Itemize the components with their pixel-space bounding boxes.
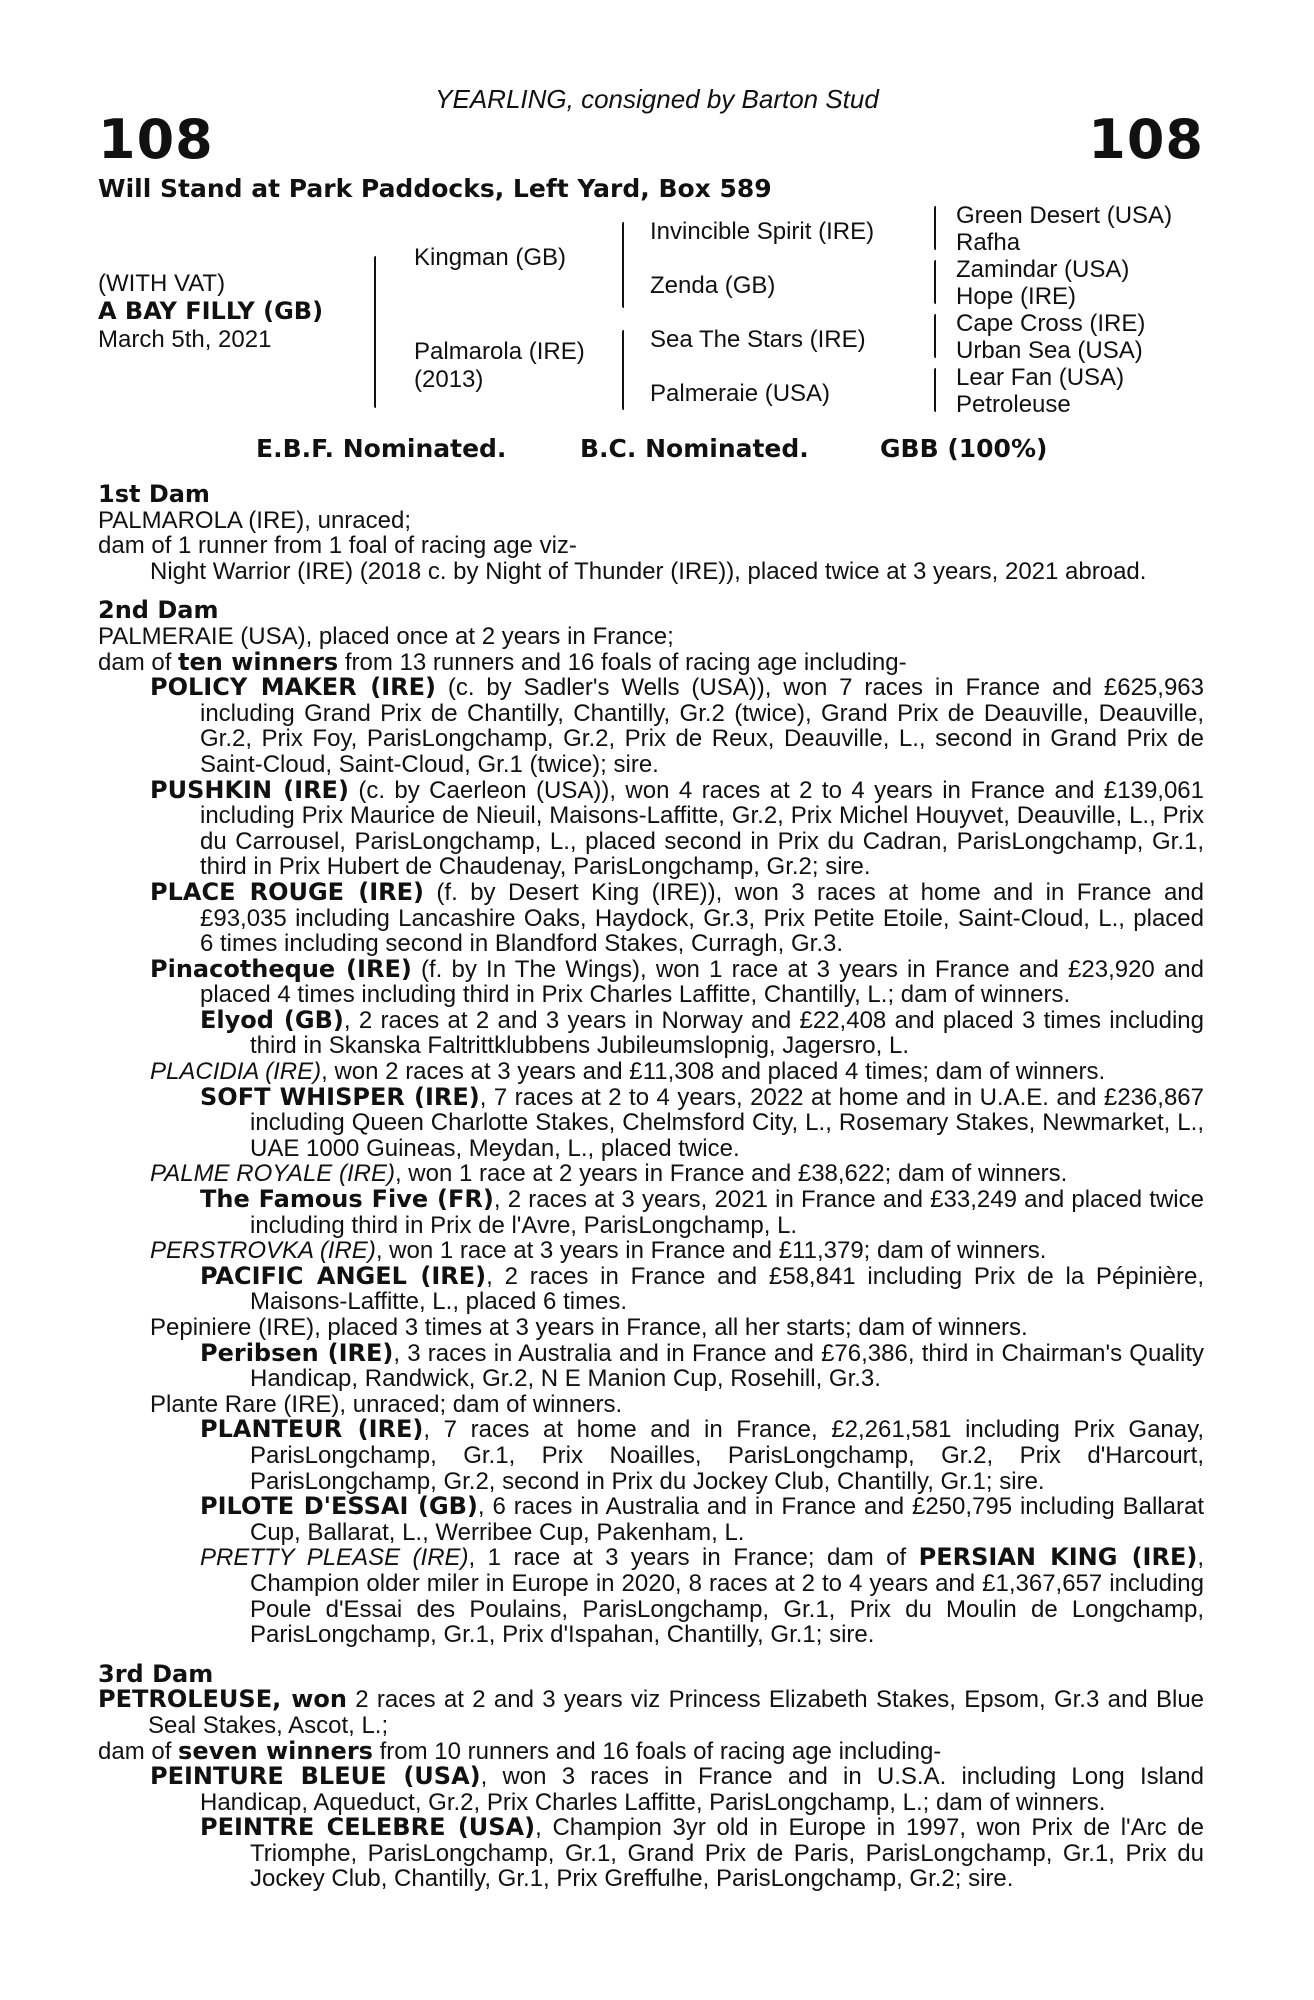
horse-name: PETROLEUSE	[98, 1685, 273, 1714]
horse-name: PLACE ROUGE (IRE)	[150, 877, 424, 906]
horse-name: Peribsen (IRE)	[200, 1338, 394, 1367]
dam-produce-summary: dam of seven winners from 10 runners and 16 foals of racing age including-	[98, 1736, 942, 1765]
produce-entry: PALME ROYALE (IRE), won 1 race at 2 years in France and £38,622; dam of winners.	[150, 1160, 1068, 1188]
produce-entry: POLICY MAKER (IRE) (c. by Sadler's Wells (USA)), won 7 races in France and £625,963 including Grand Prix de Chantilly, Chantilly, Gr.2 (twice), Grand Prix de Deauville, Deauville, Gr.2, Prix Foy, ParisLongchamp, Gr.2, Prix de Reux, Deauville, L., second in Grand Prix de Saint-Cloud, Saint-Cloud, Gr.1 (twice); sire.	[150, 673, 1204, 778]
produce-entry: PRETTY PLEASE (IRE), 1 race at 3 years in France; dam of PERSIAN KING (IRE), Champion older miler in Europe in 2020, 8 races at 2 to 4 years and £1,367,657 including Poule d'Essai des Poulains, ParisLongchamp, Gr.1, Prix du Moulin de Longchamp, ParisLongchamp, Gr.1, Prix d'Ispahan, Chantilly, Gr.1; sire.	[200, 1543, 1204, 1649]
family-details	[98, 482, 1204, 1892]
section-heading: 2nd Dam	[98, 596, 219, 625]
gbb-rating: GBB (100%)	[880, 434, 1048, 463]
pedigree-table	[98, 202, 1218, 418]
produce-entry: The Famous Five (FR), 2 races at 3 years, 2021 in France and £33,249 and placed twice including third in Prix de l'Avre, ParisLongchamp, L.	[200, 1185, 1204, 1239]
section-heading: 3rd Dam	[98, 1659, 214, 1688]
horse-name: PLANTEUR (IRE)	[200, 1415, 424, 1444]
horse-name: PALME ROYALE (IRE)	[150, 1160, 395, 1188]
bc-nomination: B.C. Nominated.	[580, 434, 809, 463]
produce-entry: PLACIDIA (IRE), won 2 races at 3 years and £11,308 and placed 4 times; dam of winners.	[150, 1058, 1106, 1086]
dam-year: (2013)	[414, 366, 484, 393]
dam-produce-summary: dam of 1 runner from 1 foal of racing age viz-	[98, 532, 577, 560]
produce-entry: PACIFIC ANGEL (IRE), 2 races in France and £58,841 including Prix de la Pépinière, Maisons-Laffitte, L., placed 6 times.	[200, 1261, 1205, 1316]
sire: Kingman (GB)	[414, 244, 567, 271]
dam-line: PALMERAIE (USA), placed once at 2 years in France;	[98, 622, 674, 650]
horse-name: PEINTURE BLEUE (USA)	[150, 1762, 481, 1791]
ebf-nomination: E.B.F. Nominated.	[256, 434, 507, 463]
horse-name: PERSIAN KING (IRE)	[918, 1543, 1198, 1572]
section-heading: 1st Dam	[98, 480, 210, 508]
horse-name: PILOTE D'ESSAI (GB)	[200, 1492, 478, 1521]
produce-entry: PEINTURE BLEUE (USA), won 3 races in France and in U.S.A. including Long Island Handicap, Aqueduct, Gr.2, Prix Charles Laffitte, ParisLongchamp, L.; dam of winners.	[150, 1762, 1204, 1816]
pedigree-brace	[622, 222, 624, 308]
produce-entry: PILOTE D'ESSAI (GB), 6 races in Australia and in France and £250,795 including Ballarat Cup, Ballarat, L., Werribee Cup, Pakenham, L.	[200, 1492, 1204, 1546]
horse-name: PACIFIC ANGEL (IRE)	[200, 1261, 487, 1290]
horse-name: PUSHKIN (IRE)	[150, 775, 349, 804]
produce-entry: Pinacotheque (IRE) (f. by In The Wings), won 1 race at 3 years in France and £23,920 and placed 4 times including third in Prix Charles Laffitte, Chantilly, L.; dam of winners.	[150, 954, 1205, 1009]
horse-name: PEINTRE CELEBRE (USA)	[200, 1813, 536, 1842]
horse-name: PERSTROVKA (IRE)	[150, 1237, 376, 1265]
dam-line: PETROLEUSE, won 2 races at 2 and 3 years viz Princess Elizabeth Stakes, Epsom, Gr.3 and Blue Seal Stakes, Ascot, L.;	[98, 1685, 1205, 1739]
ancestor: Green Desert (USA)	[956, 202, 1173, 229]
produce-entry: Pepiniere (IRE), placed 3 times at 3 years in France, all her starts; dam of winners.	[150, 1314, 1028, 1341]
lot-number-right: 108	[1088, 108, 1204, 171]
produce-entry: Night Warrior (IRE) (2018 c. by Night of Thunder (IRE)), placed twice at 3 years, 2021 abroad.	[150, 557, 1147, 585]
dam: Palmarola (IRE)	[414, 338, 585, 365]
horse-dob: March 5th, 2021	[98, 326, 272, 353]
stabling-location: Will Stand at Park Paddocks, Left Yard, Box 589	[98, 174, 772, 203]
horse-name: POLICY MAKER (IRE)	[150, 673, 436, 702]
sire-sire: Invincible Spirit (IRE)	[650, 218, 875, 245]
produce-entry: PERSTROVKA (IRE), won 1 race at 3 years in France and £11,379; dam of winners.	[150, 1237, 1047, 1265]
pedigree-brace	[934, 368, 936, 412]
produce-entry: PUSHKIN (IRE) (c. by Caerleon (USA)), won 4 races at 2 to 4 years in France and £139,061 including Prix Maurice de Nieuil, Maisons-Laffitte, Gr.2, Prix Michel Houyvet, Deauville, L., Prix du Carrousel, ParisLongchamp, L., placed second in Prix du Cadran, ParisLongchamp, Gr.1, third in Prix Hubert de Chaudenay, ParisLongchamp, Gr.2; sire.	[150, 775, 1204, 881]
produce-entry: SOFT WHISPER (IRE), 7 races at 2 to 4 years, 2022 at home and in U.A.E. and £236,867 including Queen Charlotte Stakes, Chelmsford City, L., Rosemary Stakes, Newmarket, L., UAE 1000 Guineas, Meydan, L., placed twice.	[200, 1082, 1204, 1162]
produce-entry: PLACE ROUGE (IRE) (f. by Desert King (IRE)), won 3 races at home and in France and £93,035 including Lancashire Oaks, Haydock, Gr.3, Prix Petite Etoile, Saint-Cloud, L., placed 6 times including second in Blandford Stakes, Curragh, Gr.3.	[150, 877, 1204, 958]
ancestor: Zamindar (USA)	[956, 256, 1130, 283]
ancestor: Rafha	[956, 229, 1021, 256]
horse-name: The Famous Five (FR)	[200, 1185, 494, 1214]
ancestor: Petroleuse	[956, 391, 1071, 418]
horse-name: SOFT WHISPER (IRE)	[200, 1082, 480, 1111]
horse-name: A BAY FILLY (GB)	[98, 297, 324, 325]
dam-line: PALMAROLA (IRE), unraced;	[98, 506, 412, 534]
ancestor: Urban Sea (USA)	[956, 337, 1143, 364]
dam-produce-summary: dam of ten winners from 13 runners and 16 foals of racing age including-	[98, 647, 907, 676]
dam-dam: Palmeraie (USA)	[650, 380, 831, 407]
ancestor: Cape Cross (IRE)	[956, 310, 1146, 337]
produce-entry: Elyod (GB), 2 races at 2 and 3 years in Norway and £22,408 and placed 3 times including third in Skanska Faltrittklubbens Jubileumslopnig, Jagersro, L.	[200, 1005, 1205, 1060]
ancestor: Lear Fan (USA)	[956, 364, 1125, 391]
produce-entry: Peribsen (IRE), 3 races in Australia and in France and £76,386, third in Chairman's Quality Handicap, Randwick, Gr.2, N E Manion Cup, Rosehill, Gr.3.	[200, 1338, 1204, 1393]
horse-name: PRETTY PLEASE (IRE)	[200, 1544, 469, 1572]
vat-note: (WITH VAT)	[98, 270, 226, 297]
ancestor: Hope (IRE)	[956, 283, 1077, 310]
horse-name: PLACIDIA (IRE)	[150, 1058, 322, 1086]
dam-sire: Sea The Stars (IRE)	[650, 326, 866, 353]
lot-number-left: 108	[98, 108, 214, 171]
produce-entry: PEINTRE CELEBRE (USA), Champion 3yr old in Europe in 1997, won Prix de l'Arc de Triomphe, ParisLongchamp, Gr.1, Grand Prix de Paris, ParisLongchamp, Gr.1, Prix du Jockey Club, Chantilly, Gr.1, Prix Greffulhe, ParisLongchamp, Gr.2; sire.	[200, 1813, 1205, 1893]
pedigree-brace	[934, 314, 936, 358]
pedigree-brace	[622, 330, 624, 410]
produce-entry: PLANTEUR (IRE), 7 races at home and in France, £2,261,581 including Prix Ganay, ParisLongchamp, Gr.1, Prix Noailles, ParisLongchamp, Gr.2, Prix d'Harcourt, ParisLongchamp, Gr.2, second in Prix du Jockey Club, Chantilly, Gr.1; sire.	[200, 1415, 1205, 1495]
horse-name: Elyod (GB)	[200, 1005, 344, 1034]
produce-entry: Plante Rare (IRE), unraced; dam of winners.	[150, 1390, 623, 1418]
pedigree-brace	[934, 206, 936, 250]
sire-dam: Zenda (GB)	[650, 272, 776, 299]
pedigree-brace	[934, 260, 936, 304]
consignment-note: YEARLING, consigned by Barton Stud	[435, 84, 879, 114]
pedigree-brace	[374, 256, 376, 408]
horse-name: Pinacotheque (IRE)	[150, 954, 412, 983]
